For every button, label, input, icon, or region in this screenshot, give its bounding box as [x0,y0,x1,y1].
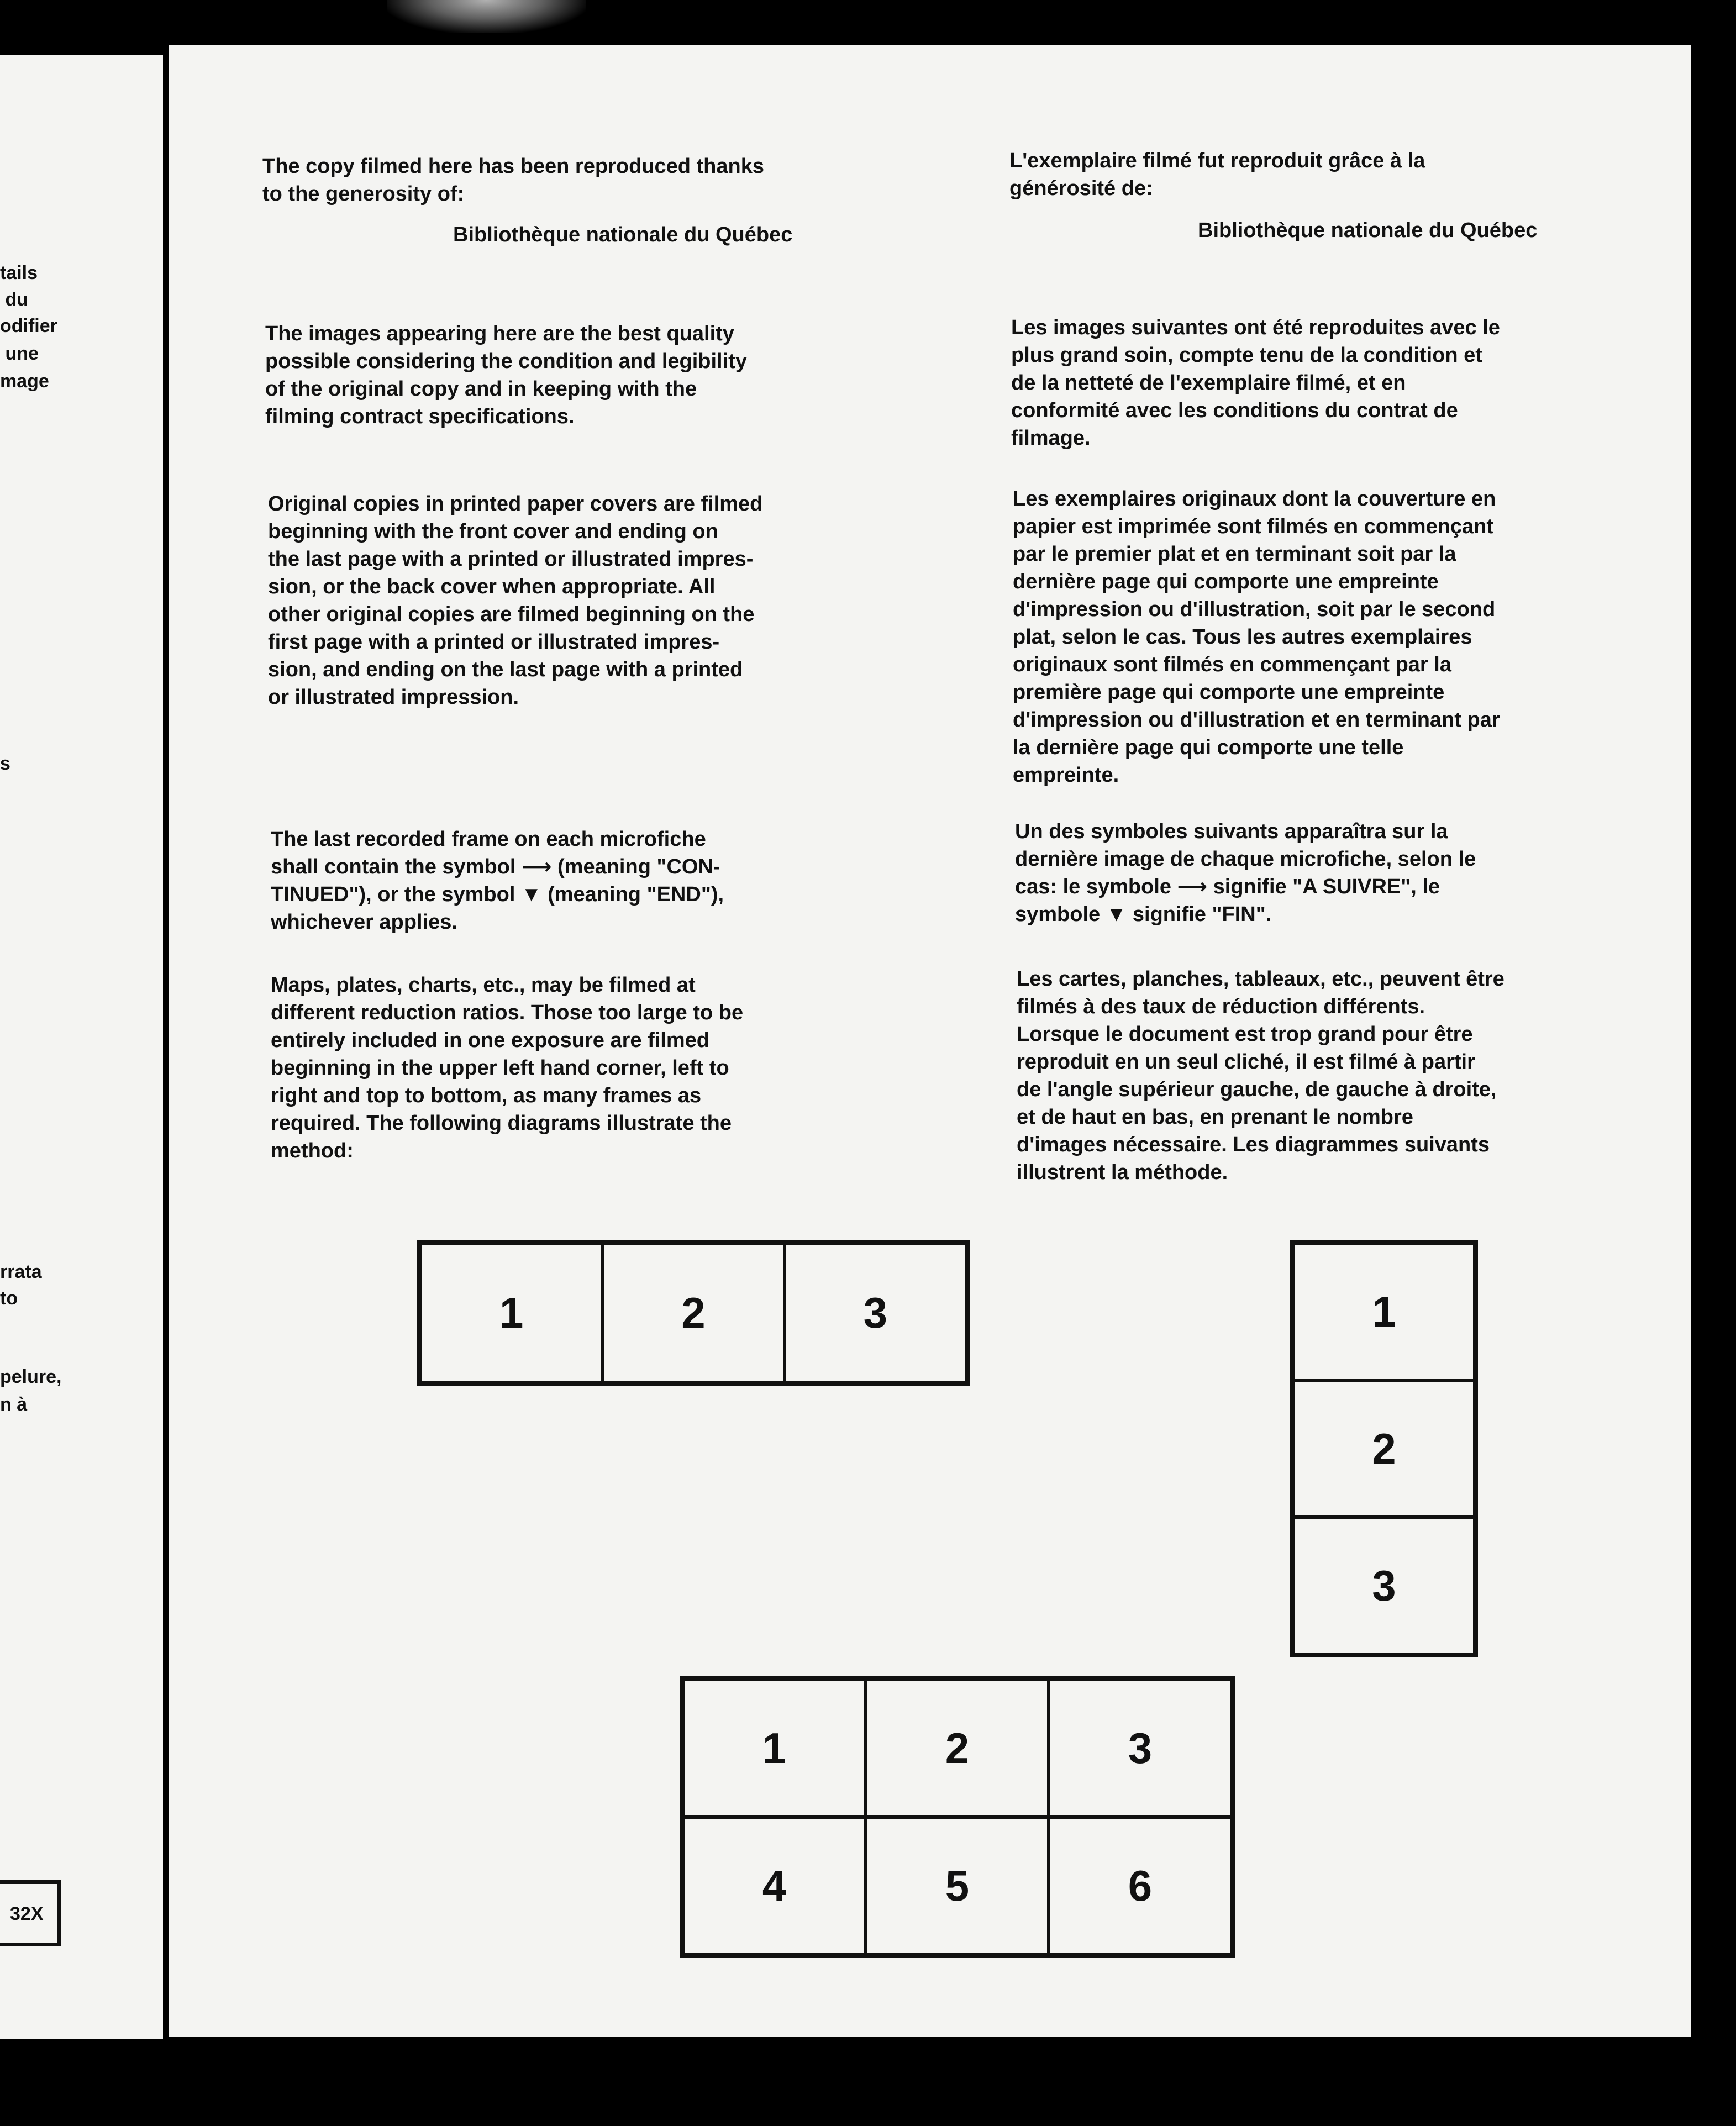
margin-fragment: rrata [0,1261,42,1282]
english-symbols: The last recorded frame on each microfiche shall contain the symbol ⟶ (meaning "CON- TINUED"), or the symbol ▼ (meaning "END"), whichever applies. [271,828,724,934]
margin-fragment: pelure, [0,1366,62,1387]
margin-fragment: du [0,289,28,310]
margin-fragment: to [0,1288,18,1309]
diagram-cell: 3 [1049,1680,1232,1817]
margin-fragment: mage [0,371,49,392]
diagram-cell: 2 [866,1680,1049,1817]
previous-page-fragment [0,55,163,2039]
english-institution: Bibliothèque nationale du Québec [453,223,793,246]
french-symbols: Un des symboles suivants apparaîtra sur la dernière image de chaque microfiche, selon le cas: le symbole ⟶ signifie "A SUIVRE", le symbole ▼ signifie "FIN". [1015,820,1476,926]
diagram-cell: 2 [602,1243,784,1383]
english-quality: The images appearing here are the best quality possible considering the condition and legibility of the original copy and in keeping with the filming contract specifications. [265,322,747,428]
margin-fragment: tails [0,262,38,283]
diagram-cell: 1 [1293,1244,1475,1381]
english-maps: Maps, plates, charts, etc., may be filmed at different reduction ratios. Those too large to be entirely included in one exposure are filmed beginning in the upper left hand corner, left to right and top to bottom, as many frames as required. The following diagrams illustrate the method: [271,973,744,1162]
english-covers: Original copies in printed paper covers are filmed beginning with the front cover and ending on the last page with a printed or illustrated impres- sion, or the back cover when appropriate. All other original copies are filmed beginning on the first page with a printed or illustrated impres- sion, and ending on the last page with a printed or illustrated impression. [268,492,763,709]
diagram-cell: 1 [420,1243,602,1383]
document-page [169,45,1691,2037]
english-thanks: The copy filmed here has been reproduced thanks to the generosity of: [262,155,765,206]
french-quality: Les images suivantes ont été reproduites avec le plus grand soin, compte tenu de la condition et de la netteté de l'exemplaire filmé, et en conformité avec les conditions du contrat de filmage. [1011,316,1500,450]
french-thanks: L'exemplaire filmé fut reproduit grâce à la générosité de: [1009,149,1425,200]
vertical-frame-diagram [1290,1240,1478,1657]
margin-fragment: s [0,753,10,774]
french-covers: Les exemplaires originaux dont la couverture en papier est imprimée sont filmés en commençant par le premier plat et en terminant soit par la dernière page qui comporte une empreinte d'impression ou d'illustration, soit par le second plat, selon le cas. Tous les autres exemplaires originaux sont filmés en commençant par la première page qui comporte une empreinte d'impression ou d'illustration et en terminant par la dernière page qui comporte une telle empreinte. [1013,487,1500,787]
diagram-cell: 2 [1293,1381,1475,1518]
diagram-cell: 6 [1049,1817,1232,1955]
diagram-cell: 4 [683,1817,866,1955]
french-maps: Les cartes, planches, tableaux, etc., peuvent être filmés à des taux de réduction différents. Lorsque le document est trop grand pour être reproduit en un seul cliché, il est filmé à partir de l'angle supérieur gauche, de gauche à droite, et de haut en bas, en prenant le nombre d'images nécessaire. Les diagrammes suivants illustrent la méthode. [1017,967,1504,1184]
french-institution: Bibliothèque nationale du Québec [1198,219,1538,242]
diagram-cell: 3 [785,1243,966,1383]
grid-frame-diagram [680,1676,1235,1958]
horizontal-frame-diagram [417,1240,970,1386]
margin-fragment: n à [0,1394,28,1415]
resolution-label: 32X [10,1903,44,1924]
margin-fragment: odifier [0,315,57,336]
diagram-cell: 5 [866,1817,1049,1955]
scan-artifact [387,0,586,33]
margin-fragment: une [0,343,39,364]
diagram-cell: 3 [1293,1517,1475,1654]
diagram-cell: 1 [683,1680,866,1817]
